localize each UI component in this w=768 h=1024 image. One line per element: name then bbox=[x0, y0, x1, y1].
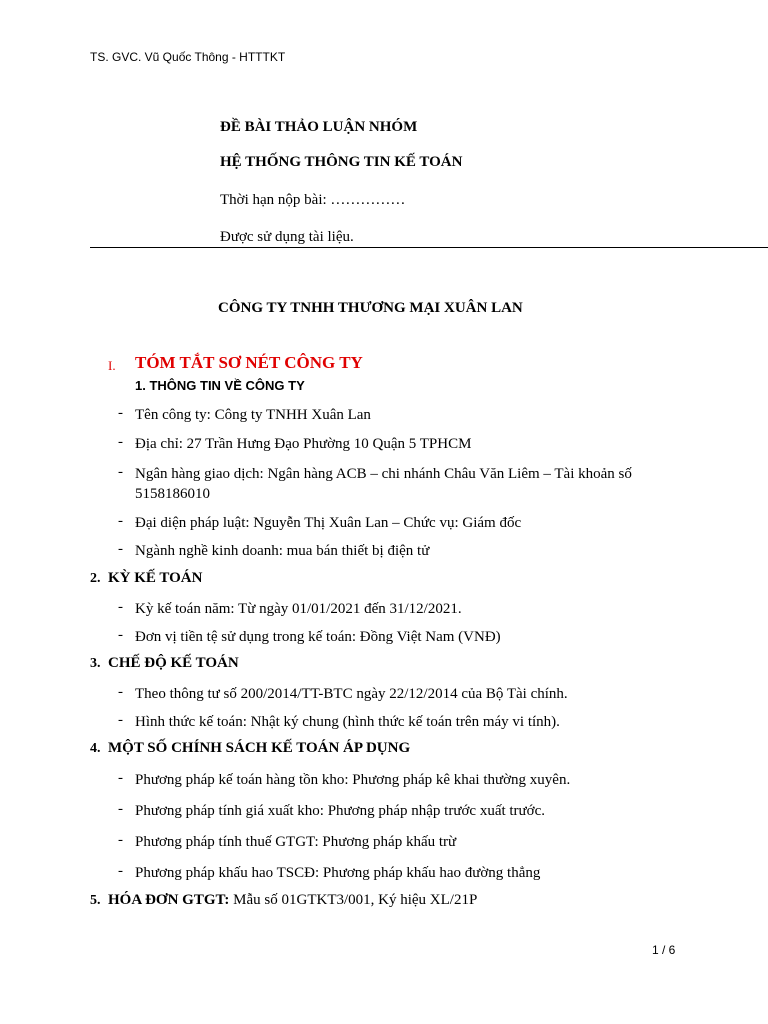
page-header: TS. GVC. Vũ Quốc Thông - HTTTKT bbox=[90, 50, 286, 64]
bullet: - bbox=[118, 863, 123, 879]
list-item: Tên công ty: Công ty TNHH Xuân Lan bbox=[135, 407, 371, 423]
section1-title: TÓM TẮT SƠ NÉT CÔNG TY bbox=[135, 353, 363, 372]
section3-number: 3. bbox=[90, 656, 101, 671]
deadline-text: Thời hạn nộp bài: …………… bbox=[220, 192, 406, 208]
bullet: - bbox=[118, 801, 123, 817]
bullet: - bbox=[118, 464, 123, 480]
section5-title: HÓA ĐƠN GTGT: bbox=[108, 892, 230, 908]
doc-title: ĐỀ BÀI THẢO LUẬN NHÓM bbox=[220, 119, 418, 135]
bullet: - bbox=[118, 513, 123, 529]
title-divider bbox=[90, 247, 768, 248]
bullet: - bbox=[118, 599, 123, 615]
section2-number: 2. bbox=[90, 571, 101, 586]
section2-title: KỲ KẾ TOÁN bbox=[108, 570, 203, 586]
bullet: - bbox=[118, 712, 123, 728]
list-item-continuation: 5158186010 bbox=[135, 486, 210, 502]
bullet: - bbox=[118, 627, 123, 643]
list-item: Hình thức kế toán: Nhật ký chung (hình thức kế toán trên máy vi tính). bbox=[135, 714, 560, 730]
list-item: Đại diện pháp luật: Nguyễn Thị Xuân Lan – Chức vụ: Giám đốc bbox=[135, 515, 522, 531]
section5-number: 5. bbox=[90, 893, 101, 908]
list-item: Phương pháp tính giá xuất kho: Phương pháp nhập trước xuất trước. bbox=[135, 803, 546, 819]
section3-title: CHẾ ĐỘ KẾ TOÁN bbox=[108, 655, 239, 671]
list-item: Kỳ kế toán năm: Từ ngày 01/01/2021 đến 31/12/2021. bbox=[135, 601, 462, 617]
list-item: Ngân hàng giao dịch: Ngân hàng ACB – chi nhánh Châu Văn Liêm – Tài khoản số bbox=[135, 466, 632, 482]
section4-title: MỘT SỐ CHÍNH SÁCH KẾ TOÁN ÁP DỤNG bbox=[108, 740, 411, 756]
page-indicator: 1 / 6 bbox=[652, 943, 676, 957]
bullet: - bbox=[118, 434, 123, 450]
section5-detail: Mẫu số 01GTKT3/001, Ký hiệu XL/21P bbox=[229, 892, 478, 908]
list-item: Theo thông tư số 200/2014/TT-BTC ngày 22/12/2014 của Bộ Tài chính. bbox=[135, 686, 568, 702]
list-item: Phương pháp tính thuế GTGT: Phương pháp khấu trừ bbox=[135, 834, 457, 850]
bullet: - bbox=[118, 832, 123, 848]
bullet: - bbox=[118, 770, 123, 786]
list-item: Địa chỉ: 27 Trần Hưng Đạo Phường 10 Quận 5 TPHCM bbox=[135, 436, 472, 452]
company-title: CÔNG TY TNHH THƯƠNG MẠI XUÂN LAN bbox=[218, 300, 523, 316]
bullet: - bbox=[118, 405, 123, 421]
list-item: Ngành nghề kinh doanh: mua bán thiết bị điện tử bbox=[135, 543, 430, 559]
bullet: - bbox=[118, 684, 123, 700]
bullet: - bbox=[118, 541, 123, 557]
section1-number: I. bbox=[108, 358, 116, 373]
list-item: Phương pháp khấu hao TSCĐ: Phương pháp khấu hao đường thẳng bbox=[135, 865, 541, 881]
list-item: Đơn vị tiền tệ sử dụng trong kế toán: Đồng Việt Nam (VNĐ) bbox=[135, 629, 501, 645]
materials-text: Được sử dụng tài liệu. bbox=[220, 229, 354, 245]
section4-number: 4. bbox=[90, 741, 101, 756]
doc-subtitle: HỆ THỐNG THÔNG TIN KẾ TOÁN bbox=[220, 154, 463, 170]
list-item: Phương pháp kế toán hàng tồn kho: Phương pháp kê khai thường xuyên. bbox=[135, 772, 571, 788]
section1-subheading: 1. THÔNG TIN VỀ CÔNG TY bbox=[135, 378, 305, 393]
section5-line bbox=[108, 892, 477, 909]
